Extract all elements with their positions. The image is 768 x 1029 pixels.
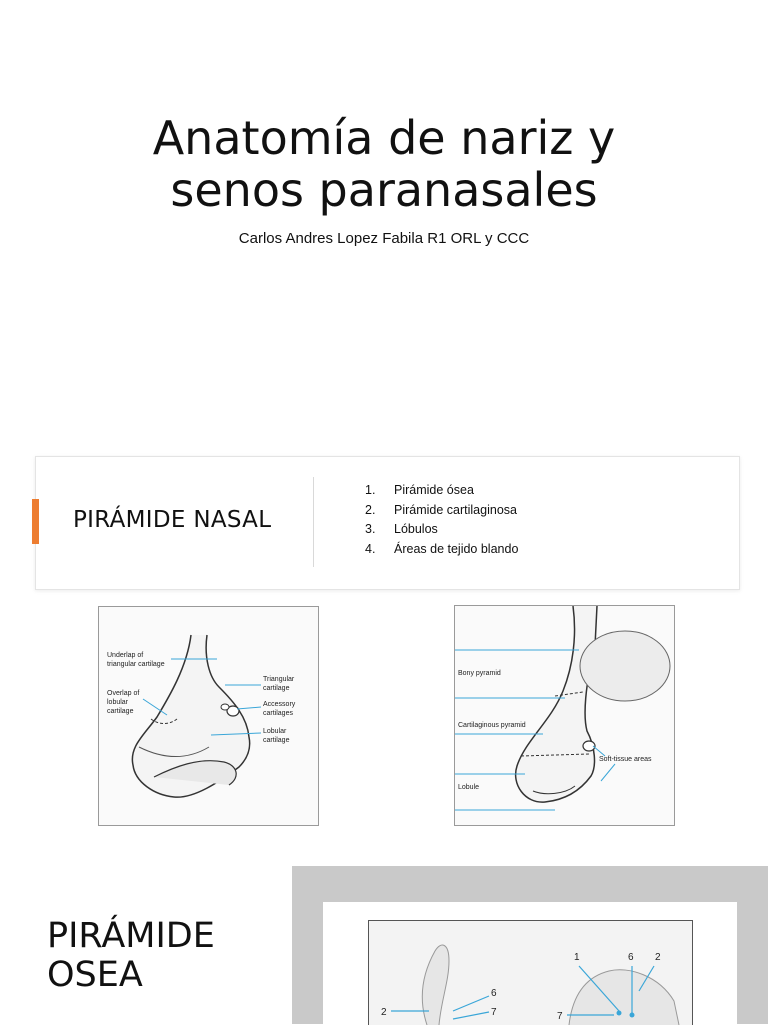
svg-text:cartilage: cartilage xyxy=(107,708,134,715)
nasal-pyramid-drawing xyxy=(455,606,674,825)
slide-title xyxy=(0,112,768,216)
svg-text:Soft-tissue areas: Soft-tissue areas xyxy=(599,756,652,763)
svg-text:cartilage: cartilage xyxy=(263,685,290,692)
topic-list xyxy=(365,483,518,562)
svg-text:6: 6 xyxy=(628,952,634,963)
nasal-cartilage-drawing xyxy=(99,607,318,825)
section-title: PIRÁMIDE NASAL xyxy=(73,507,272,533)
svg-text:Overlap of: Overlap of xyxy=(107,690,140,697)
svg-text:Accessory: Accessory xyxy=(263,701,296,708)
svg-text:Underlap of: Underlap of xyxy=(107,652,144,659)
slide-title-line-2: senos paranasales xyxy=(170,163,598,217)
svg-text:2: 2 xyxy=(655,952,661,963)
bony-pyramid-drawing xyxy=(369,921,692,1025)
list-item: 4. Áreas de tejido blando xyxy=(365,542,519,557)
nasal-cartilage-figure xyxy=(98,606,319,826)
slide-subtitle: Carlos Andres Lopez Fabila R1 ORL y CCC xyxy=(238,230,530,247)
list-item: 3. Lóbulos xyxy=(365,522,438,537)
svg-text:7: 7 xyxy=(557,1011,563,1022)
svg-text:triangular cartilage: triangular cartilage xyxy=(107,661,165,668)
bony-pyramid-figure xyxy=(368,920,693,1025)
accent-bar xyxy=(32,499,39,544)
nasal-pyramid-figure xyxy=(454,605,675,826)
list-item: 2. Pirámide cartilaginosa xyxy=(365,502,517,517)
svg-text:Triangular: Triangular xyxy=(263,676,295,683)
card-divider xyxy=(313,477,314,567)
svg-text:lobular: lobular xyxy=(107,699,129,706)
svg-text:Bony pyramid: Bony pyramid xyxy=(458,670,501,677)
svg-text:cartilages: cartilages xyxy=(263,710,293,717)
list-item: 1. Pirámide ósea xyxy=(365,483,474,497)
svg-text:Lobule: Lobule xyxy=(458,784,480,791)
slide-title-line-1: Anatomía de nariz y xyxy=(152,111,616,165)
section-title-bony-pyramid: PIRÁMIDE OSEA xyxy=(47,916,215,995)
svg-text:7: 7 xyxy=(491,1007,497,1018)
svg-text:Cartilaginous pyramid: Cartilaginous pyramid xyxy=(458,722,526,729)
svg-text:2: 2 xyxy=(381,1007,387,1018)
svg-text:6: 6 xyxy=(491,988,497,999)
svg-text:cartilage: cartilage xyxy=(263,737,290,744)
svg-text:Lobular: Lobular xyxy=(263,728,287,735)
svg-text:1: 1 xyxy=(574,952,580,963)
